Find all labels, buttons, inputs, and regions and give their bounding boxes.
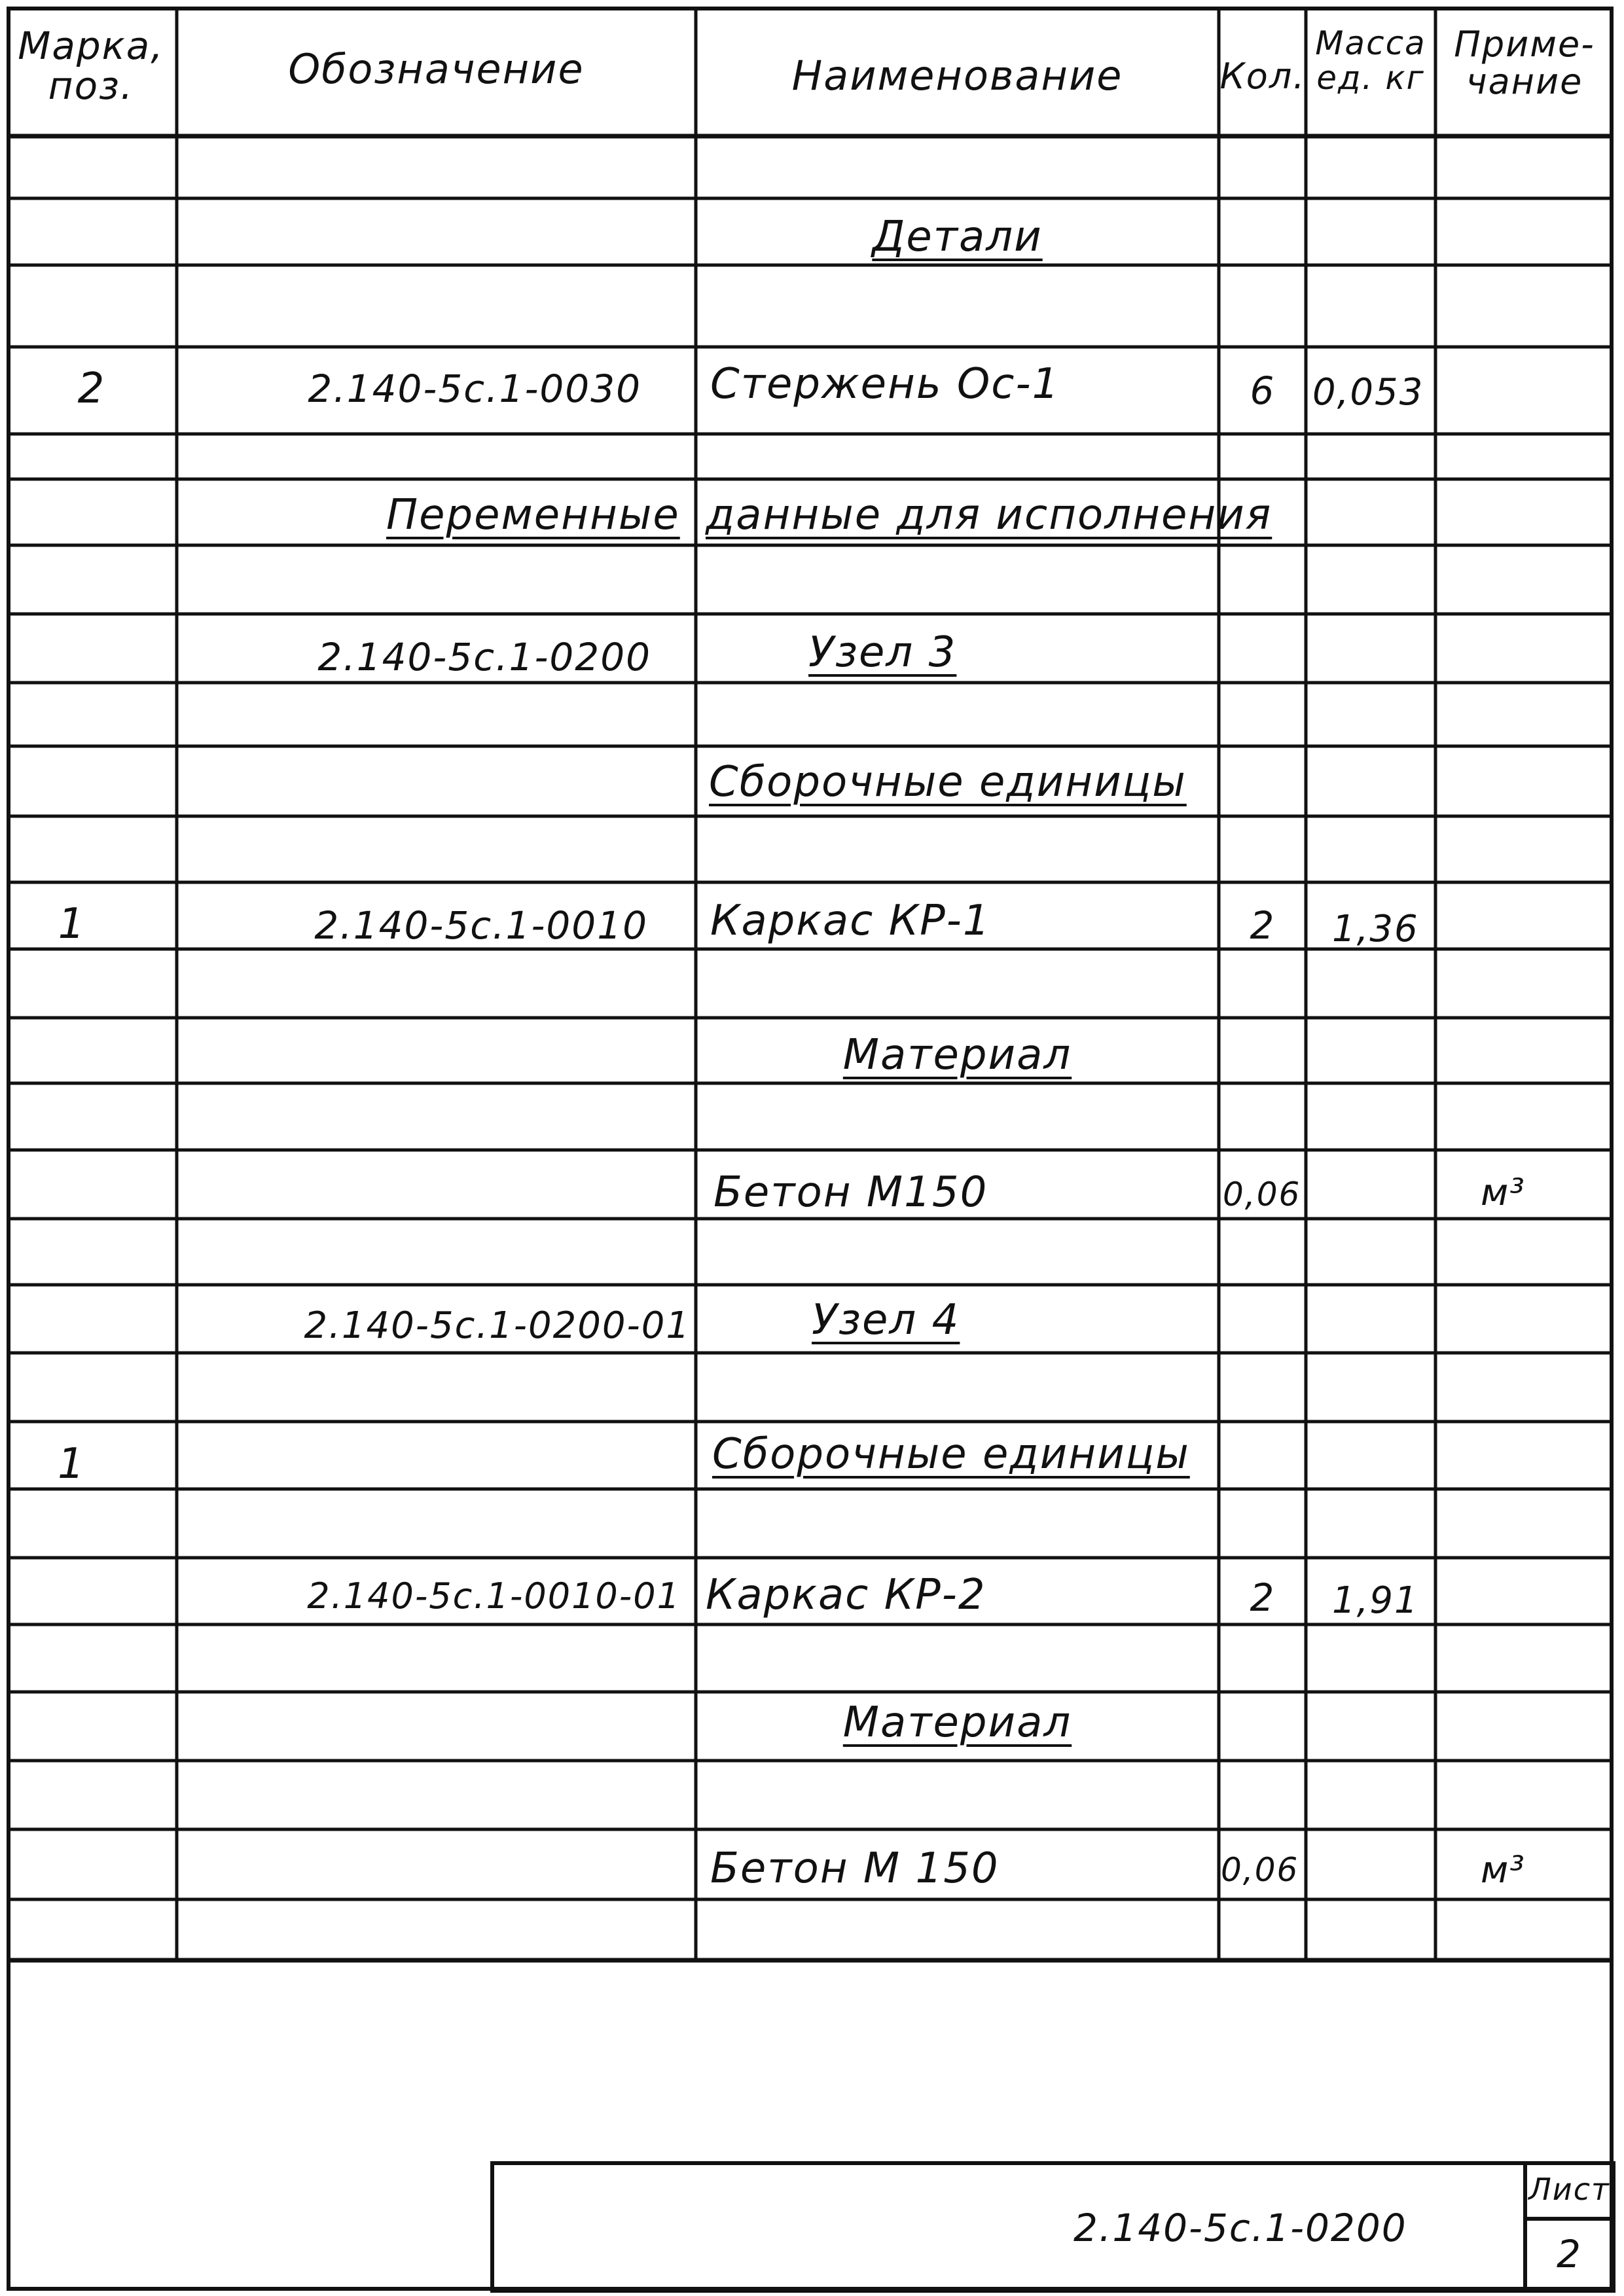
row-asm2-mark: 1	[58, 1440, 86, 1488]
header-qty: Кол.	[1219, 56, 1306, 97]
row4-designation: 2.140-5с.1-0010-01	[307, 1575, 681, 1617]
header-mass	[1306, 26, 1435, 95]
section-assembly-units-1: Сборочные единицы	[709, 758, 1187, 806]
header-note	[1435, 26, 1614, 100]
row1-designation: 2.140-5с.1-0030	[308, 367, 641, 411]
row4-qty: 2	[1250, 1575, 1276, 1620]
variable-data-part2: данные для исполнения	[706, 491, 1272, 539]
row2-mark: 1	[58, 900, 86, 948]
header-mass-line1: Масса	[1315, 24, 1426, 62]
row2-name: Каркас КР-1	[710, 897, 991, 945]
node4-designation: 2.140-5с.1-0200-01	[304, 1304, 691, 1347]
title-block-doc-code: 2.140-5с.1-0200	[1074, 2206, 1407, 2250]
row2-mass: 1,36	[1332, 908, 1419, 950]
row1-mass: 0,053	[1312, 371, 1424, 414]
section-material-2: Материал	[842, 1698, 1072, 1747]
row4-name: Каркас КР-2	[706, 1571, 986, 1619]
header-mark-line1: Марка,	[18, 24, 164, 68]
row3-qty: 0,06	[1223, 1175, 1301, 1213]
header-designation: Обозначение	[288, 45, 585, 93]
node3-designation: 2.140-5с.1-0200	[317, 635, 651, 679]
row1-name: Стержень Ос-1	[710, 360, 1060, 408]
header-mark	[9, 26, 173, 106]
title-block-sheet-number: 2	[1557, 2232, 1582, 2276]
header-name: Наименование	[791, 52, 1123, 99]
row5-name: Бетон М 150	[710, 1844, 1000, 1893]
row1-qty: 6	[1250, 368, 1276, 413]
row2-qty: 2	[1250, 903, 1276, 948]
row3-note: м³	[1481, 1172, 1526, 1214]
row4-mass: 1,91	[1332, 1579, 1419, 1622]
title-block-sheet-label: Лист	[1528, 2172, 1610, 2207]
row1-mark: 2	[77, 365, 106, 413]
section-details: Детали	[872, 213, 1043, 261]
row2-designation: 2.140-5с.1-0010	[314, 903, 648, 948]
header-note-line2: чание	[1466, 60, 1583, 102]
row5-note: м³	[1481, 1849, 1526, 1892]
variable-data-part1: Переменные	[386, 491, 680, 539]
node4-name: Узел 4	[812, 1296, 960, 1344]
node3-name: Узел 3	[808, 628, 957, 677]
header-note-line1: Приме-	[1454, 24, 1595, 65]
section-material-1: Материал	[842, 1031, 1072, 1079]
header-mark-line2: поз.	[48, 63, 134, 108]
header-mass-line2: ед. кг	[1316, 58, 1425, 97]
row5-qty: 0,06	[1221, 1851, 1299, 1889]
row3-name: Бетон М150	[713, 1168, 988, 1217]
section-assembly-units-2: Сборочные единицы	[712, 1430, 1190, 1479]
